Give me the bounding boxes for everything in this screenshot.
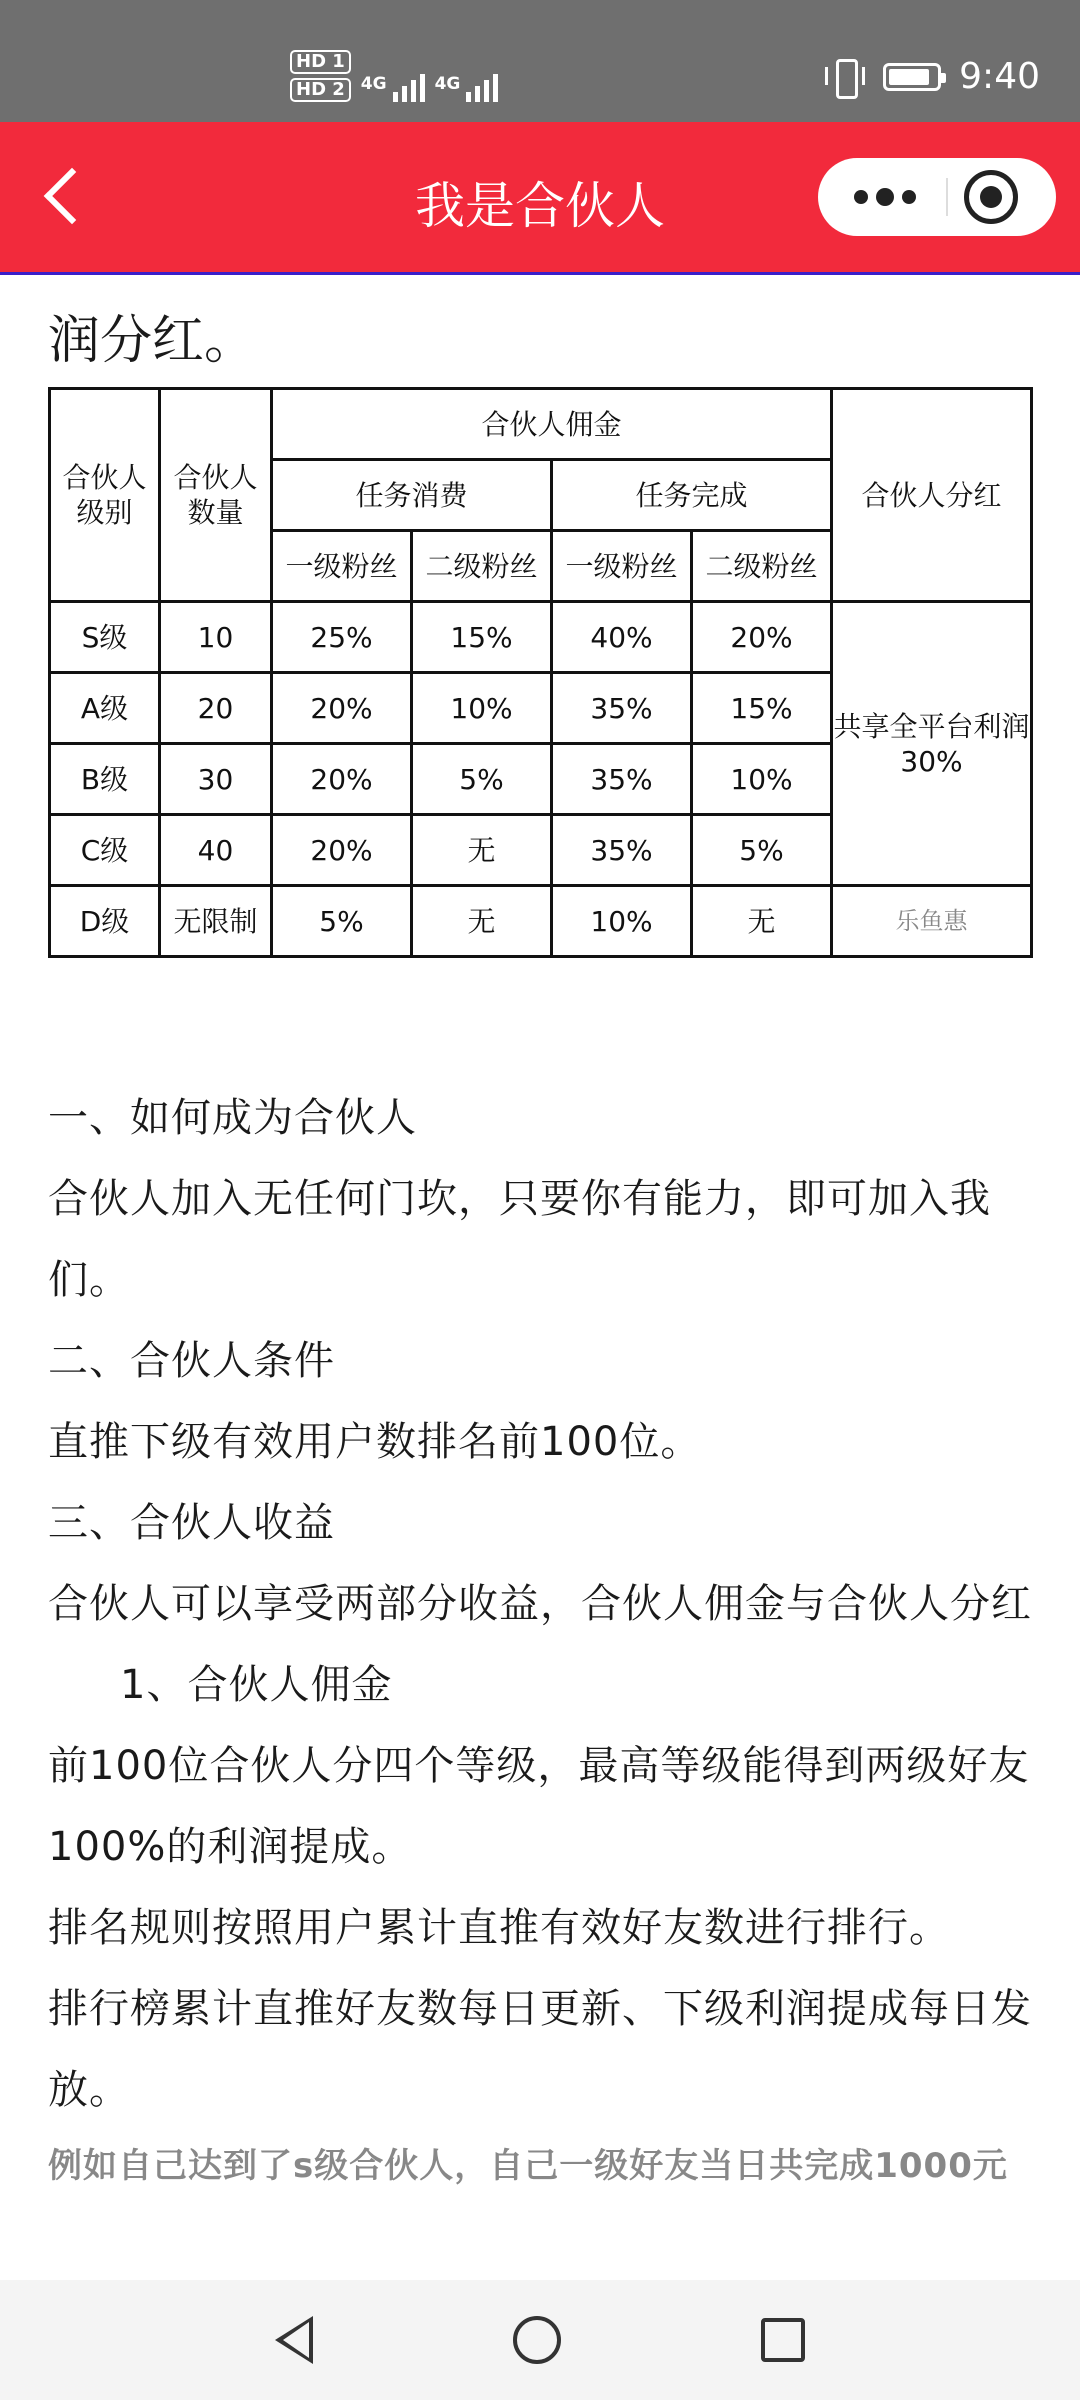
cell-done-fan1: 35% [552,815,692,886]
close-target-icon[interactable] [964,170,1018,224]
paragraph: 直推下级有效用户数排名前100位。 [48,1419,702,1465]
paragraph: 排名规则按照用户累计直推有效好友数进行排行。 [48,1905,950,1951]
home-nav-icon[interactable] [513,2316,561,2364]
cell-count: 30 [160,744,272,815]
recents-nav-icon[interactable] [761,2318,805,2362]
nav-bar [0,122,1080,275]
section-heading: 三、合伙人收益 [48,1500,335,1546]
cell-done-fan2: 20% [692,602,832,673]
header-fan2-done: 二级粉丝 [692,531,832,602]
cell-done-fan2: 10% [692,744,832,815]
article-content [48,272,1032,2201]
more-icon[interactable] [854,182,924,212]
header-count: 合伙人数量 [160,389,272,602]
cell-level: D级 [50,886,160,957]
cell-level: A级 [50,673,160,744]
cell-done-fan1: 35% [552,673,692,744]
mini-program-capsule [818,158,1056,236]
text-fragment: 润分红。 [48,311,257,371]
header-task-spend: 任务消费 [272,460,552,531]
cell-count: 无限制 [160,886,272,957]
cell-done-fan2: 15% [692,673,832,744]
signal-icon-2 [435,74,499,102]
partner-table [48,387,1033,958]
watermark: 乐鱼惠 [832,886,1032,957]
article-body [48,1078,1032,2201]
header-level: 合伙人级别 [50,389,160,602]
cell-spend-fan1: 25% [272,602,412,673]
cell-level: B级 [50,744,160,815]
cell-count: 40 [160,815,272,886]
clock: 9:40 [959,56,1040,97]
paragraph: 合伙人加入无任何门坎，只要你有能力，即可加入我们。 [48,1176,991,1303]
table-row [50,602,1032,673]
status-right [825,56,1040,97]
section-heading: 二、合伙人条件 [48,1338,335,1384]
back-nav-icon[interactable] [275,2316,313,2364]
cell-done-fan1: 35% [552,744,692,815]
header-fan2-spend: 二级粉丝 [412,531,552,602]
signal-indicators [290,46,498,102]
cell-level: S级 [50,602,160,673]
cell-dividend: 共享全平台利润30% [832,602,1032,886]
status-bar [0,0,1080,122]
battery-icon [883,63,941,91]
cell-spend-fan1: 20% [272,815,412,886]
hd2-label: HD 2 [290,78,351,102]
cell-done-fan2: 5% [692,815,832,886]
subsection-heading: 1、合伙人佣金 [120,1662,393,1708]
cell-done-fan1: 40% [552,602,692,673]
cell-spend-fan1: 20% [272,744,412,815]
hd1-label: HD 1 [290,50,351,74]
system-nav-bar [0,2280,1080,2400]
header-commission: 合伙人佣金 [272,389,832,460]
hd-indicator [290,50,351,102]
cell-done-fan1: 10% [552,886,692,957]
example-note: 例如自己达到了s级合伙人，自己一级好友当日共完成1000元 [48,2146,1008,2186]
cell-level: C级 [50,815,160,886]
cell-spend-fan1: 20% [272,673,412,744]
net2-label: 4G [434,74,461,94]
signal-icon [361,74,425,102]
header-dividend: 合伙人分红 [832,389,1032,602]
header-task-done: 任务完成 [552,460,832,531]
header-fan1-done: 一级粉丝 [552,531,692,602]
capsule-divider [946,178,948,216]
cell-spend-fan1: 5% [272,886,412,957]
cell-count: 10 [160,602,272,673]
paragraph: 合伙人可以享受两部分收益，合伙人佣金与合伙人分红 [48,1581,1032,1627]
cell-done-fan2: 无 [692,886,832,957]
vibrate-icon [825,57,865,97]
cell-spend-fan2: 15% [412,602,552,673]
header-fan1-spend: 一级粉丝 [272,531,412,602]
cell-spend-fan2: 10% [412,673,552,744]
net1-label: 4G [360,74,387,94]
table-row [50,886,1032,957]
cell-count: 20 [160,673,272,744]
paragraph: 排行榜累计直推好友数每日更新、下级利润提成每日发放。 [48,1986,1032,2113]
cell-spend-fan2: 无 [412,815,552,886]
section-heading: 一、如何成为合伙人 [48,1095,417,1141]
paragraph: 前100位合伙人分四个等级，最高等级能得到两级好友100%的利润提成。 [48,1743,1030,1870]
page-title: 我是合伙人 [415,177,665,235]
cell-spend-fan2: 无 [412,886,552,957]
cell-spend-fan2: 5% [412,744,552,815]
